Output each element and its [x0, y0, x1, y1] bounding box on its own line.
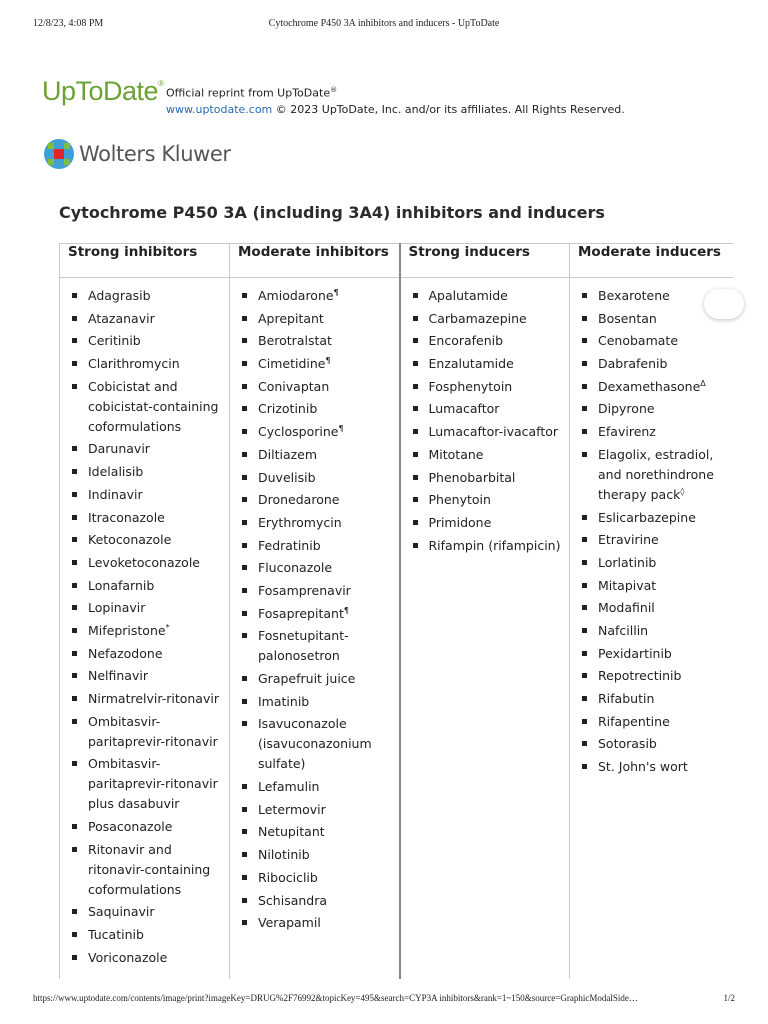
drug-list-item — [570, 712, 733, 732]
drug-list-item — [230, 822, 399, 842]
drug-list-item — [230, 845, 399, 865]
drug-table — [59, 243, 733, 979]
drug-list-item — [60, 712, 229, 752]
drug-name: Phenobarbital — [428, 469, 516, 485]
drug-list-item — [570, 666, 733, 686]
drug-list-item — [230, 714, 399, 774]
drug-name: Fosnetupitant-palonosetron — [258, 628, 349, 664]
column-header-moderate-inducers: Moderate inducers — [570, 244, 734, 278]
uptodate-logo-text: UpToDate — [42, 76, 159, 106]
drug-list-item — [60, 925, 229, 945]
drug-name: Voriconazole — [88, 949, 168, 965]
drug-list-item — [60, 948, 229, 968]
drug-list-item — [230, 692, 399, 712]
drug-name: Letermovir — [258, 801, 326, 817]
drug-name: Lumacaftor — [428, 401, 500, 417]
drug-list-item — [230, 868, 399, 888]
drug-list-item — [230, 536, 399, 556]
drug-name: Cimetidine — [258, 356, 326, 372]
drug-name: Itraconazole — [88, 509, 165, 525]
drug-name: Imatinib — [258, 693, 310, 709]
drug-name: Fluconazole — [258, 560, 333, 576]
drug-name: Schisandra — [258, 892, 328, 908]
drug-list-item — [401, 468, 570, 488]
drug-name: Ombitasvir-paritaprevir-ritonavir — [88, 713, 218, 749]
drug-list-item — [60, 840, 229, 900]
drug-list-item — [230, 913, 399, 933]
drug-list — [60, 278, 229, 968]
footnote-mark[interactable]: Δ — [700, 378, 706, 388]
drug-name: Nirmatrelvir-ritonavir — [88, 691, 219, 706]
drug-list — [401, 278, 570, 556]
drug-name: Lorlatinib — [598, 554, 657, 570]
drug-list-item — [570, 598, 733, 618]
drug-list-item — [230, 331, 399, 351]
drug-list-item — [401, 445, 570, 465]
drug-name: Modafinil — [598, 600, 655, 616]
drug-name: St. John's wort — [598, 759, 688, 775]
print-datetime: 12/8/23, 4:08 PM — [33, 18, 104, 29]
footnote-mark[interactable]: ¶ — [338, 423, 344, 433]
drug-list-item — [60, 817, 229, 837]
wolters-kluwer-text: Wolters Kluwer — [79, 142, 231, 166]
footnote-mark[interactable]: ¶ — [333, 287, 339, 297]
drug-list-item — [570, 331, 733, 351]
drug-list-item — [230, 490, 399, 510]
reprint-notice — [166, 82, 625, 118]
footnote-mark[interactable]: ¶ — [343, 605, 349, 615]
drug-list-item — [60, 462, 229, 482]
drug-name: Encorafenib — [428, 333, 504, 349]
drug-name: Ritonavir and ritonavir-containing coformulations — [88, 841, 211, 897]
drug-name: Amiodarone — [258, 288, 334, 303]
drug-list-item — [230, 513, 399, 533]
drug-list-item — [60, 530, 229, 550]
drug-name: Nefazodone — [88, 645, 163, 661]
drug-list-item — [570, 576, 733, 596]
drug-name: Fosaprepitant — [258, 605, 344, 621]
drug-list-item — [570, 757, 733, 777]
drug-list-item — [570, 377, 733, 397]
drug-list-item — [570, 734, 733, 754]
drug-name: Ombitasvir-paritaprevir-ritonavir plus dasabuvir — [88, 756, 218, 812]
column-header-strong-inducers: Strong inducers — [400, 244, 570, 278]
drug-list-item — [60, 754, 229, 814]
drug-list-item — [230, 626, 399, 666]
drug-name: Nelfinavir — [88, 668, 148, 684]
reprint-registered-mark: ® — [330, 86, 338, 94]
footnote-mark[interactable]: ◊ — [680, 486, 685, 496]
drug-list-item — [60, 508, 229, 528]
drug-list-item — [401, 309, 570, 329]
drug-list-item — [570, 689, 733, 709]
drug-name: Primidone — [428, 514, 492, 530]
drug-name: Diltiazem — [258, 446, 318, 462]
drug-name: Atazanavir — [88, 310, 155, 326]
document-title: Cytochrome P450 3A (including 3A4) inhibitors and inducers — [59, 203, 605, 222]
drug-name: Darunavir — [88, 441, 150, 457]
drug-list-item — [60, 354, 229, 374]
column-moderate-inhibitors — [230, 278, 400, 980]
drug-list-item — [401, 399, 570, 419]
print-page-number: 1/2 — [723, 993, 735, 1003]
drug-name: Dronedarone — [258, 492, 340, 508]
drug-name: Nilotinib — [258, 847, 310, 863]
drug-list-item — [401, 286, 570, 306]
drug-list-item — [401, 536, 570, 556]
drug-name: Clarithromycin — [88, 356, 180, 372]
drug-list-item — [60, 331, 229, 351]
drug-name: Erythromycin — [258, 514, 342, 530]
drug-name: Levoketoconazole — [88, 554, 200, 570]
drug-name: Conivaptan — [258, 378, 330, 394]
drug-list-item — [401, 377, 570, 397]
drug-name: Efavirenz — [598, 424, 656, 440]
drug-name: Verapamil — [258, 915, 321, 931]
drug-name: Mitapivat — [598, 577, 657, 593]
drug-name: Posaconazole — [88, 819, 173, 835]
drug-name: Grapefruit juice — [258, 671, 356, 686]
drug-name: Netupitant — [258, 824, 325, 840]
drug-list-item — [570, 508, 733, 528]
drug-name: Sotorasib — [598, 736, 657, 752]
drug-name: Bosentan — [598, 310, 657, 326]
drug-list-item — [570, 644, 733, 664]
column-strong-inhibitors — [60, 278, 230, 980]
print-page-title: Cytochrome P450 3A inhibitors and inducers - UpToDate — [268, 18, 500, 29]
reprint-line: Official reprint from UpToDate — [166, 86, 331, 100]
wolters-kluwer-globe-icon — [43, 138, 75, 170]
drug-list-item — [60, 553, 229, 573]
drug-list-item — [230, 309, 399, 329]
drug-name: Dipyrone — [598, 401, 655, 417]
drug-list-item — [401, 331, 570, 351]
drug-list-item — [60, 621, 229, 641]
drug-list-item — [60, 902, 229, 922]
drug-name: Fedratinib — [258, 537, 321, 553]
drug-name: Dexamethasone — [598, 378, 701, 394]
drug-list-item — [230, 777, 399, 797]
drug-list-item — [570, 422, 733, 442]
drug-name: Phenytoin — [428, 492, 491, 508]
drug-list — [230, 278, 399, 933]
drug-list-item — [230, 604, 399, 624]
uptodate-logo[interactable] — [42, 78, 163, 105]
drug-name: Berotralstat — [258, 333, 332, 349]
drug-name: Duvelisib — [258, 469, 316, 485]
drug-name: Etravirine — [598, 532, 659, 548]
drug-list-item — [570, 553, 733, 573]
drug-name: Carbamazepine — [428, 310, 527, 326]
drug-name: Lumacaftor-ivacaftor — [428, 424, 559, 440]
drug-name: Cenobamate — [598, 333, 679, 349]
drug-name: Eslicarbazepine — [598, 509, 696, 525]
drug-name: Adagrasib — [88, 288, 151, 303]
drug-name: Lopinavir — [88, 600, 146, 616]
drug-name: Cobicistat and cobicistat-containing coformulations — [88, 378, 219, 434]
drug-name: Aprepitant — [258, 310, 324, 326]
drug-name: Lefamulin — [258, 779, 320, 795]
drug-name: Tucatinib — [88, 927, 144, 943]
drug-list-item — [60, 377, 229, 437]
drug-name: Ceritinib — [88, 333, 141, 349]
drug-list-item — [60, 598, 229, 618]
drug-name: Mitotane — [428, 446, 484, 462]
drug-list-item — [401, 490, 570, 510]
drug-list-item — [401, 422, 570, 442]
drug-list-item — [230, 286, 399, 306]
drug-name: Mifepristone — [88, 622, 166, 638]
drug-list-item — [60, 309, 229, 329]
drug-list — [570, 278, 733, 777]
drug-name: Bexarotene — [598, 288, 670, 303]
print-footer — [33, 993, 735, 1007]
drug-list-item — [60, 439, 229, 459]
registered-mark: ® — [158, 79, 164, 88]
drug-name: Enzalutamide — [428, 356, 514, 372]
drug-name: Isavuconazole (isavuconazonium sulfate) — [258, 716, 372, 772]
uptodate-site-link[interactable]: www.uptodate.com — [166, 102, 273, 116]
drug-name: Idelalisib — [88, 464, 144, 480]
drug-list-item — [230, 468, 399, 488]
drug-list-item — [570, 354, 733, 374]
drug-name: Indinavir — [88, 486, 143, 502]
drug-list-item — [570, 530, 733, 550]
drug-name: Rifapentine — [598, 713, 670, 729]
drug-name: Saquinavir — [88, 904, 155, 920]
print-header — [33, 18, 735, 32]
drug-name: Pexidartinib — [598, 645, 672, 661]
drug-list-item — [230, 377, 399, 397]
drug-list-item — [60, 644, 229, 664]
drug-list-item — [60, 666, 229, 686]
drug-name: Ketoconazole — [88, 532, 172, 548]
drug-list-item — [230, 800, 399, 820]
footnote-mark[interactable]: * — [165, 622, 170, 632]
copyright-text: © 2023 UpToDate, Inc. and/or its affiliates. All Rights Reserved. — [272, 102, 625, 116]
drug-name: Apalutamide — [428, 288, 508, 303]
drug-list-item — [230, 445, 399, 465]
drug-list-item — [570, 445, 733, 505]
drug-list-item — [60, 286, 229, 306]
column-header-strong-inhibitors: Strong inhibitors — [60, 244, 230, 278]
footnote-mark[interactable]: ¶ — [325, 355, 331, 365]
drug-list-item — [60, 576, 229, 596]
drug-name: Cyclosporine — [258, 424, 339, 440]
drug-list-item — [230, 399, 399, 419]
drug-list-item — [230, 891, 399, 911]
drug-list-item — [570, 399, 733, 419]
drug-list-item — [60, 689, 229, 709]
column-moderate-inducers — [570, 278, 734, 980]
drug-list-item — [230, 581, 399, 601]
drug-name: Fosphenytoin — [428, 378, 513, 394]
drug-name: Nafcillin — [598, 622, 649, 638]
drug-name: Lonafarnib — [88, 577, 155, 593]
drug-list-item — [60, 485, 229, 505]
drug-name: Dabrafenib — [598, 356, 668, 372]
drug-name: Fosamprenavir — [258, 582, 351, 598]
drug-list-item — [230, 669, 399, 689]
drug-list-item — [570, 621, 733, 641]
drug-list-item — [230, 558, 399, 578]
drug-name: Ribociclib — [258, 869, 318, 885]
drug-list-item — [230, 354, 399, 374]
drug-name: Crizotinib — [258, 401, 318, 417]
drug-name: Rifabutin — [598, 691, 655, 706]
drug-list-item — [401, 354, 570, 374]
drug-list-item — [230, 422, 399, 442]
drug-name: Rifampin (rifampicin) — [428, 537, 561, 553]
column-strong-inducers — [400, 278, 570, 980]
drug-name: Elagolix, estradiol, and norethindrone therapy pack — [598, 446, 714, 502]
drug-list-item — [401, 513, 570, 533]
print-url: https://www.uptodate.com/contents/image/print?imageKey=DRUG%2F76992&topicKey=495&search=CYP3A inhibitors&rank=1~150&source=GraphicModalSide… — [33, 993, 638, 1003]
wolters-kluwer-logo — [43, 138, 231, 170]
scroll-right-button[interactable] — [704, 289, 744, 319]
column-header-moderate-inhibitors: Moderate inhibitors — [230, 244, 400, 278]
drug-name: Repotrectinib — [598, 668, 682, 684]
